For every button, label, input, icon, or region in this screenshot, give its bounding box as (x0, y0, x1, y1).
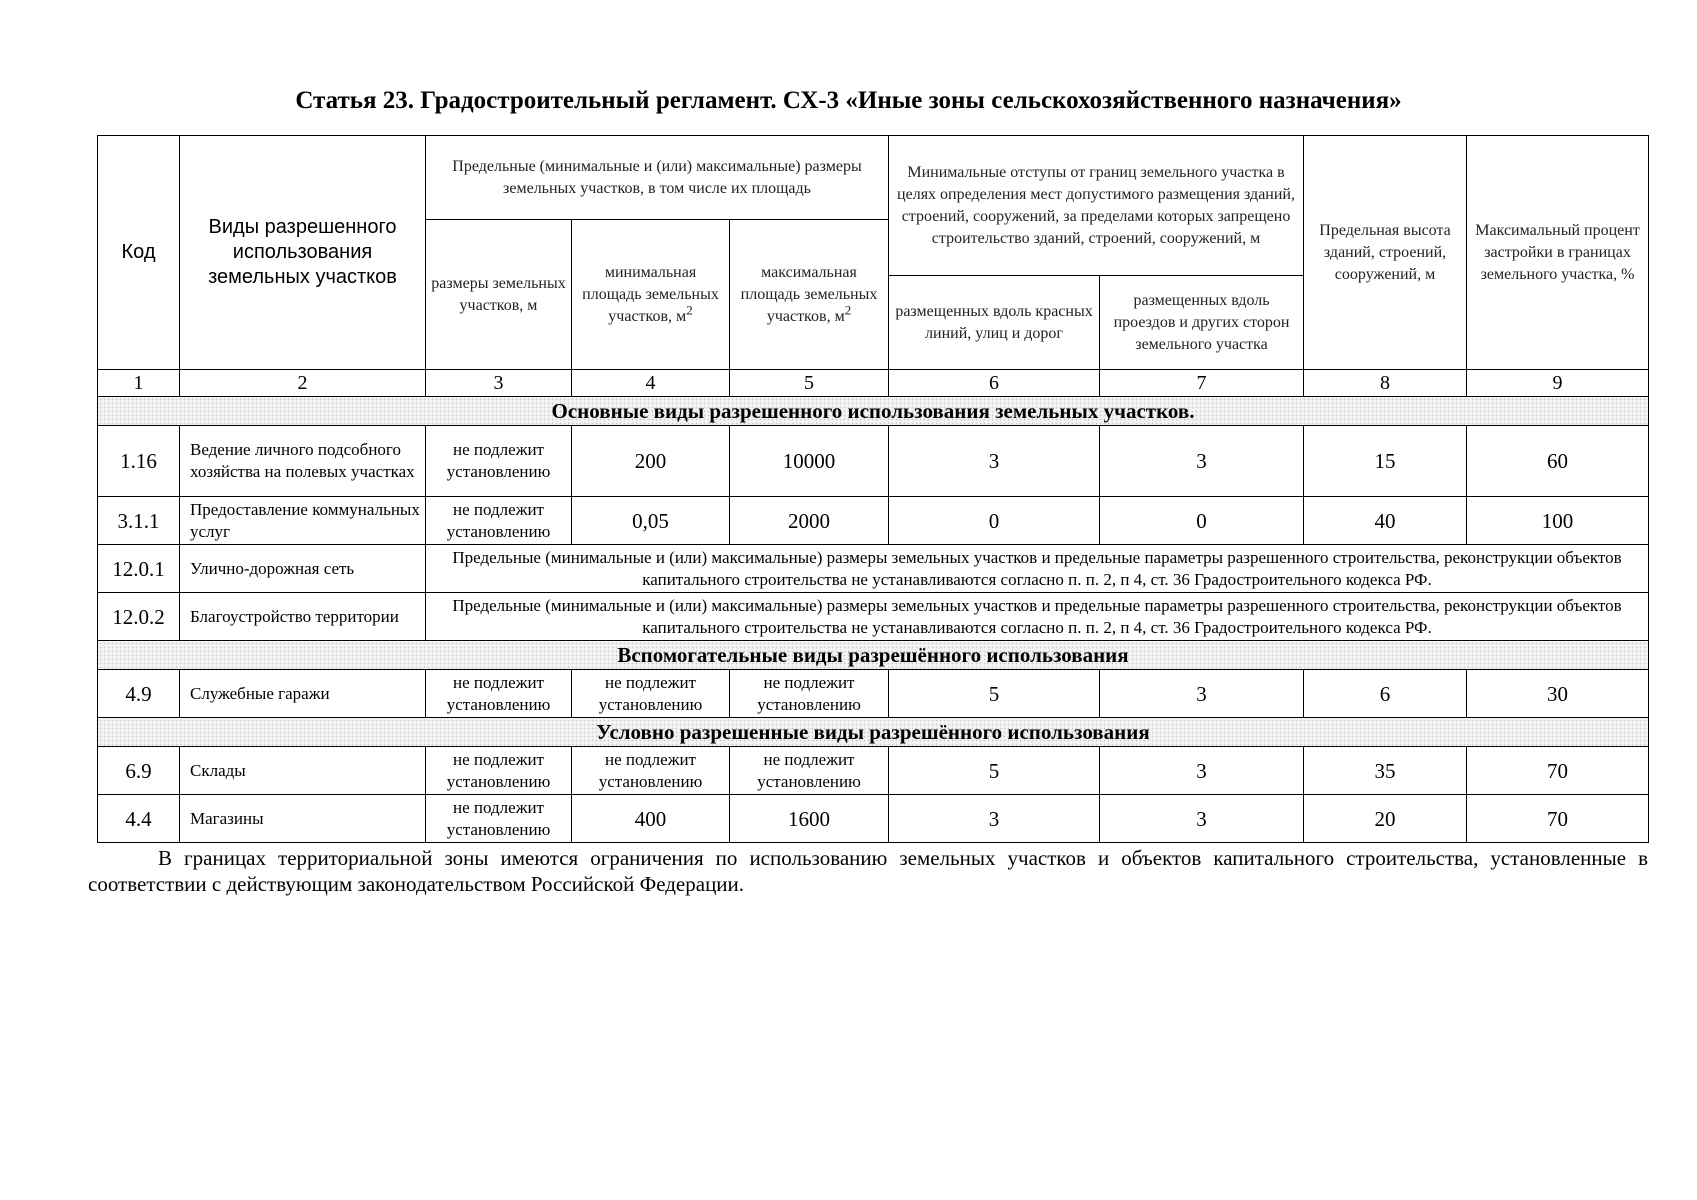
row-setback-other: 3 (1100, 670, 1304, 718)
table-row (98, 795, 1649, 843)
footer-note: В границах территориальной зоны имеются ограничения по использованию земельных участков и объектов капитального строительства, установленные в соответствии с действующим законодательством Российской Федерации. (88, 846, 1648, 896)
page-title: Статья 23. Градостроительный регламент. СХ-3 «Иные зоны сельскохозяйственного назначения» (295, 87, 1402, 114)
row-setback-red: 0 (889, 497, 1100, 545)
row-height: 15 (1304, 426, 1467, 497)
header-setback-red: размещенных вдоль красных линий, улиц и дорог (889, 276, 1100, 370)
row-setback-other: 3 (1100, 747, 1304, 795)
row-name: Предоставление коммунальных услуг (180, 497, 426, 545)
row-min-area: не подлежит установлению (572, 747, 730, 795)
header-max-area (730, 220, 889, 370)
header-limits-group: Предельные (минимальные и (или) максимальные) размеры земельных участков, в том числе их площадь (426, 136, 889, 220)
area-unit: м (834, 307, 845, 325)
header-min-area (572, 220, 730, 370)
area-unit-power: 2 (686, 302, 693, 318)
row-setback-other: 3 (1100, 795, 1304, 843)
header-use: Виды разрешенного использования земельных участков (180, 136, 426, 370)
column-number: 7 (1100, 370, 1304, 397)
table-row (98, 426, 1649, 497)
row-height: 20 (1304, 795, 1467, 843)
row-min-area: не подлежит установлению (572, 670, 730, 718)
header-setbacks-group: Минимальные отступы от границ земельного участка в целях определения мест допустимого размещения зданий, строений, сооружений, за пределами которых запрещено строительство зданий, строений, сооружений, м (889, 136, 1304, 276)
row-percent: 70 (1467, 747, 1649, 795)
section-row-conditional (98, 718, 1649, 747)
row-code: 4.9 (98, 670, 180, 718)
row-setback-red: 3 (889, 795, 1100, 843)
row-name: Магазины (180, 795, 426, 843)
area-unit-power: 2 (844, 302, 852, 318)
row-setback-other: 0 (1100, 497, 1304, 545)
row-max-area: не подлежит установлению (730, 670, 889, 718)
row-setback-red: 5 (889, 747, 1100, 795)
row-sizes: не подлежит установлению (426, 795, 572, 843)
row-setback-red: 5 (889, 670, 1100, 718)
header-sizes: размеры земельных участков, м (426, 220, 572, 370)
column-number: 4 (572, 370, 730, 397)
row-sizes: не подлежит установлению (426, 670, 572, 718)
regulation-table (97, 135, 1649, 843)
row-max-area: 2000 (730, 497, 889, 545)
row-max-area: не подлежит установлению (730, 747, 889, 795)
row-sizes: не подлежит установлению (426, 747, 572, 795)
row-height: 6 (1304, 670, 1467, 718)
column-number: 2 (180, 370, 426, 397)
header-percent: Максимальный процент застройки в границах земельного участка, % (1467, 136, 1649, 370)
table-row (98, 497, 1649, 545)
column-number: 8 (1304, 370, 1467, 397)
table-row (98, 670, 1649, 718)
section-title-conditional: Условно разрешенные виды разрешённого использования (98, 718, 1649, 747)
column-number-row (98, 370, 1649, 397)
section-title-auxiliary: Вспомогательные виды разрешённого использования (98, 641, 1649, 670)
row-code: 1.16 (98, 426, 180, 497)
row-note: Предельные (минимальные и (или) максимальные) размеры земельных участков и предельные параметры разрешенного строительства, реконструкции объектов капитального строительства не устанавливаются согласно п. п. 2, п 4, ст. 36 Градостроительного кодекса РФ. (426, 593, 1649, 641)
row-max-area: 1600 (730, 795, 889, 843)
area-unit: м (676, 307, 687, 325)
header-code: Код (98, 136, 180, 370)
row-height: 40 (1304, 497, 1467, 545)
column-number: 3 (426, 370, 572, 397)
table-row (98, 545, 1649, 593)
row-height: 35 (1304, 747, 1467, 795)
row-percent: 30 (1467, 670, 1649, 718)
header-min-area-label: минимальная площадь земельных участков, (582, 263, 719, 325)
row-code: 4.4 (98, 795, 180, 843)
row-name: Ведение личного подсобного хозяйства на полевых участках (180, 426, 426, 497)
row-code: 3.1.1 (98, 497, 180, 545)
row-percent: 100 (1467, 497, 1649, 545)
row-name: Служебные гаражи (180, 670, 426, 718)
row-sizes: не подлежит установлению (426, 426, 572, 497)
row-min-area: 400 (572, 795, 730, 843)
row-name: Благоустройство территории (180, 593, 426, 641)
row-name: Улично-дорожная сеть (180, 545, 426, 593)
column-number: 5 (730, 370, 889, 397)
table-row (98, 593, 1649, 641)
row-code: 12.0.1 (98, 545, 180, 593)
row-min-area: 0,05 (572, 497, 730, 545)
header-setback-other: размещенных вдоль проездов и других сторон земельного участка (1100, 276, 1304, 370)
section-row-auxiliary (98, 641, 1649, 670)
row-percent: 70 (1467, 795, 1649, 843)
table-row (98, 747, 1649, 795)
header-height: Предельная высота зданий, строений, сооружений, м (1304, 136, 1467, 370)
row-code: 6.9 (98, 747, 180, 795)
header-max-area-label: максимальная площадь земельных участков, (740, 263, 878, 325)
column-number: 6 (889, 370, 1100, 397)
row-name: Склады (180, 747, 426, 795)
section-row-main (98, 397, 1649, 426)
section-title-main: Основные виды разрешенного использования земельных участков. (98, 397, 1649, 426)
row-code: 12.0.2 (98, 593, 180, 641)
row-min-area: 200 (572, 426, 730, 497)
row-max-area: 10000 (730, 426, 889, 497)
header-row-1 (98, 136, 1649, 220)
row-setback-other: 3 (1100, 426, 1304, 497)
row-percent: 60 (1467, 426, 1649, 497)
row-setback-red: 3 (889, 426, 1100, 497)
column-number: 9 (1467, 370, 1649, 397)
row-sizes: не подлежит установлению (426, 497, 572, 545)
row-note: Предельные (минимальные и (или) максимальные) размеры земельных участков и предельные параметры разрешенного строительства, реконструкции объектов капитального строительства не устанавливаются согласно п. п. 2, п 4, ст. 36 Градостроительного кодекса РФ. (426, 545, 1649, 593)
column-number: 1 (98, 370, 180, 397)
